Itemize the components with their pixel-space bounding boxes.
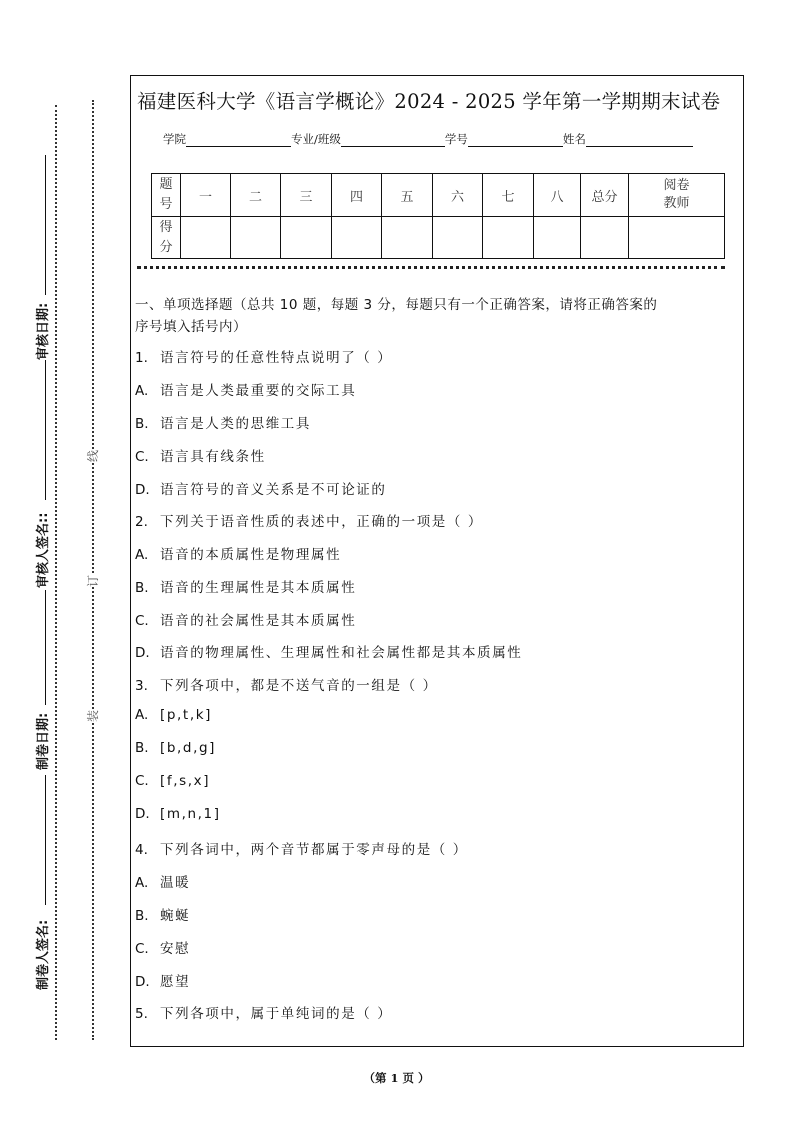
- col-header-6: 六: [433, 174, 483, 217]
- q1-option-c[interactable]: C. 语言具有线条性: [135, 449, 266, 465]
- exam-title: 福建医科大学《语言学概论》2024 - 2025 学年第一学期期末试卷: [137, 90, 721, 113]
- q4-option-a[interactable]: A. 温暖: [135, 875, 191, 891]
- student-id-input[interactable]: [468, 134, 563, 147]
- col-header-4: 四: [332, 174, 382, 217]
- q4-option-d[interactable]: D. 愿望: [135, 974, 191, 990]
- header-cell-question-number: 题 号: [152, 174, 181, 217]
- col-header-grader: 阅卷 教师: [629, 174, 725, 217]
- question-3: 3. 下列各项中，都是不送气音的一组是（ ）: [135, 678, 438, 694]
- section-heading-line2: 序号填入括号内）: [135, 319, 247, 335]
- col-header-8: 八: [534, 174, 581, 217]
- q1-option-d[interactable]: D. 语言符号的音义关系是不可论证的: [135, 482, 387, 498]
- question-2: 2. 下列关于语音性质的表述中，正确的一项是（ ）: [135, 514, 483, 530]
- score-cell-8[interactable]: [534, 217, 581, 259]
- field-label-college: 学院: [163, 132, 186, 146]
- score-cell-2[interactable]: [231, 217, 281, 259]
- score-cell-4[interactable]: [332, 217, 382, 259]
- margin-line-make-date: [45, 775, 46, 905]
- section-heading-line1: 一、单项选择题（总共 10 题，每题 3 分，每题只有一个正确答案，请将正确答案的: [135, 297, 658, 313]
- student-info-row: [163, 131, 693, 147]
- q3-option-c[interactable]: C. [f,s,x]: [135, 773, 211, 789]
- q1-option-b[interactable]: B. 语言是人类的思维工具: [135, 416, 311, 432]
- score-cell-7[interactable]: [483, 217, 534, 259]
- dotted-separator: [137, 266, 725, 269]
- label-make-date: 制卷日期:: [36, 712, 51, 770]
- field-label-major-class: 专业/班级: [291, 132, 341, 146]
- score-cell-1[interactable]: [181, 217, 231, 259]
- col-header-total: 总分: [581, 174, 629, 217]
- margin-line-reviewer-signature: [45, 360, 46, 500]
- score-cell-total[interactable]: [581, 217, 629, 259]
- question-1: 1. 语言符号的任意性特点说明了（ ）: [135, 350, 393, 366]
- q2-option-d[interactable]: D. 语音的物理属性、生理属性和社会属性都是其本质属性: [135, 645, 523, 661]
- score-cell-3[interactable]: [281, 217, 332, 259]
- binding-mark-zhuang: 装: [86, 709, 101, 723]
- name-input[interactable]: [586, 134, 693, 147]
- major-class-input[interactable]: [341, 134, 445, 147]
- q4-option-b[interactable]: B. 蜿蜒: [135, 908, 191, 924]
- page-number: （第 1 页 ）: [363, 1071, 430, 1085]
- q2-option-a[interactable]: A. 语音的本质属性是物理属性: [135, 547, 342, 563]
- q1-option-a[interactable]: A. 语言是人类最重要的交际工具: [135, 383, 357, 399]
- question-5: 5. 下列各项中，属于单纯词的是（ ）: [135, 1006, 393, 1022]
- col-header-2: 二: [231, 174, 281, 217]
- score-cell-5[interactable]: [382, 217, 433, 259]
- q4-option-c[interactable]: C. 安慰: [135, 941, 191, 957]
- header-cell-score: 得 分: [152, 217, 181, 259]
- score-table-header-row: [152, 174, 725, 217]
- binding-mark-xian: 线: [86, 449, 101, 463]
- label-maker-signature: 制卷人签名:: [36, 919, 51, 990]
- q3-option-b[interactable]: B. [b,d,g]: [135, 740, 217, 756]
- field-label-name: 姓名: [562, 132, 586, 146]
- col-header-7: 七: [483, 174, 534, 217]
- col-header-3: 三: [281, 174, 332, 217]
- margin-line-reviewer-signature-2: [45, 590, 46, 705]
- label-review-date: 审核日期:: [36, 302, 51, 360]
- binding-dotted-line-right: [92, 100, 94, 1040]
- field-label-student-id: 学号: [444, 132, 468, 146]
- col-header-1: 一: [181, 174, 231, 217]
- score-table: [151, 173, 725, 259]
- margin-line-review-date: [45, 155, 46, 295]
- q2-option-c[interactable]: C. 语音的社会属性是其本质属性: [135, 613, 357, 629]
- q3-option-d[interactable]: D. [m,n,1]: [135, 806, 221, 822]
- score-cell-grader[interactable]: [629, 217, 725, 259]
- col-header-5: 五: [382, 174, 433, 217]
- label-reviewer-signature: 审核人签名::: [36, 512, 51, 588]
- college-input[interactable]: [186, 134, 291, 147]
- q3-option-a[interactable]: A. [p,t,k]: [135, 707, 212, 723]
- score-table-score-row: [152, 217, 725, 259]
- question-4: 4. 下列各词中，两个音节都属于零声母的是（ ）: [135, 842, 468, 858]
- binding-mark-ding: 订: [86, 574, 101, 588]
- q2-option-b[interactable]: B. 语音的生理属性是其本质属性: [135, 580, 357, 596]
- score-cell-6[interactable]: [433, 217, 483, 259]
- binding-dotted-line-left: [55, 105, 57, 1040]
